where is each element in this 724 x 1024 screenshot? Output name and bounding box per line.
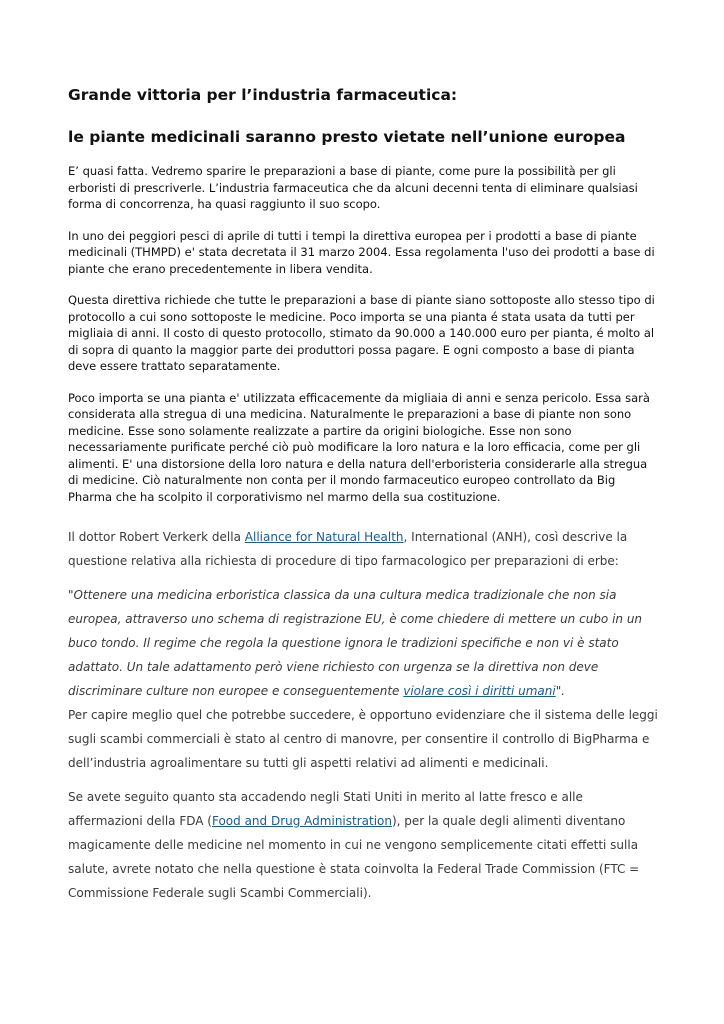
paragraph-verkerk-text-start: Il dottor Robert Verkerk della <box>68 530 245 544</box>
article-subtitle: le piante medicinali saranno presto vietate nell’unione europea <box>68 128 626 146</box>
paragraph-directive-date: In uno dei peggiori pesci di aprile di tutti i tempi la direttiva europea per i prodotti a base di piante medicinali (THMPD) e' stata decretata il 31 marzo 2004. Essa regolamenta l'uso dei prodotti a base di piante che erano precedentemente in libera vendita. <box>68 228 655 276</box>
food-and-drug-administration-link[interactable]: Food and Drug Administration <box>211 814 392 828</box>
paragraph-verkerk-text-end: , International (ANH), così descrive la questione relativa alla richiesta di procedure di tipo farmacologico per preparazioni di erbe: <box>68 530 628 568</box>
paragraph-fda-text-end: ), per la quale degli alimenti diventano magicamente delle medicine nel momento in cui ne vengono semplicemente citati effetti sulla salute, avrete notato che nella questione è stata coinvolta la Federal Trade Commission (FTC = Commissione Federale sugli Scambi Commerciali). <box>68 814 640 900</box>
paragraph-verkerk <box>68 525 658 573</box>
quote-end: ". <box>555 684 566 698</box>
quote-text: "Ottenere una medicina erboristica classica da una cultura medica tradizionale che non sia europea, attraverso uno schema di registrazione EU, è come chiedere di mettere un cubo in un buco tondo. Il regime che regola la questione ignora le tradizioni specifiche e non vi è stato adattato. Un tale adattamento però viene richiesto con urgenza se la direttiva non deve discriminare culture non europee e conseguentemente <box>68 588 643 698</box>
paragraph-fda <box>68 785 658 905</box>
verkerk-quote <box>68 583 658 703</box>
article-title: Grande vittoria per l’industria farmaceutica: <box>68 86 458 104</box>
paragraph-trade-laws: Per capire meglio quel che potrebbe succedere, è opportuno evidenziare che il sistema delle leggi sugli scambi commerciali è stato al centro di manovre, per consentire il controllo di BigPharma e dell’industria agroalimentare su tutti gli aspetti relativi ad alimenti e medicinali. <box>68 708 658 770</box>
alliance-for-natural-health-link[interactable]: Alliance for Natural Health <box>244 530 404 544</box>
paragraph-protocol-cost: Questa direttiva richiede che tutte le preparazioni a base di piante siano sottoposte allo stesso tipo di protocollo a cui sono sottoposte le medicine. Poco importa se una pianta é stata usata da tutti per migliaia di anni. Il costo di questo protocollo, stimato da 90.000 a 140.000 euro per pianta, é molto al di sopra di quanto la maggior parte dei produttori possa pagare. E ogni composto a base di pianta deve essere trattato separatamente. <box>68 293 655 373</box>
paragraph-fda-text-start: Se avete seguito quanto sta accadendo negli Stati Uniti in merito al latte fresco e alle affermazioni della FDA ( <box>68 790 583 828</box>
paragraph-intro: E’ quasi fatta. Vedremo sparire le preparazioni a base di piante, come pure la possibilità per gli erboristi di prescriverle. L’industria farmaceutica che da alcuni decenni tenta di eliminare qualsiasi forma di concorrenza, ha quasi raggiunto il suo scopo. <box>68 164 638 211</box>
violare-diritti-umani-link[interactable]: violare così i diritti umani <box>403 684 556 698</box>
document-page <box>68 84 658 915</box>
paragraph-plant-medicine: Poco importa se una pianta e' utilizzata efficacemente da migliaia di anni e senza pericolo. Essa sarà considerata alla stregua di una medicina. Naturalmente le preparazioni a base di piante non sono medicine. Esse sono solamente realizzate a partire da origini biologiche. Esse non sono necessariamente purificate perché ciò può modificare la loro natura e la loro efficacia, come per gli alimenti. E' una distorsione della loro natura e della natura dell'erboristeria considerarle alla stregua di medicine. Ciò naturalmente non conta per il mondo farmaceutico europeo controllato da Big Pharma che ha scolpito il corporativismo nel marmo della sua costituzione. <box>68 390 650 504</box>
